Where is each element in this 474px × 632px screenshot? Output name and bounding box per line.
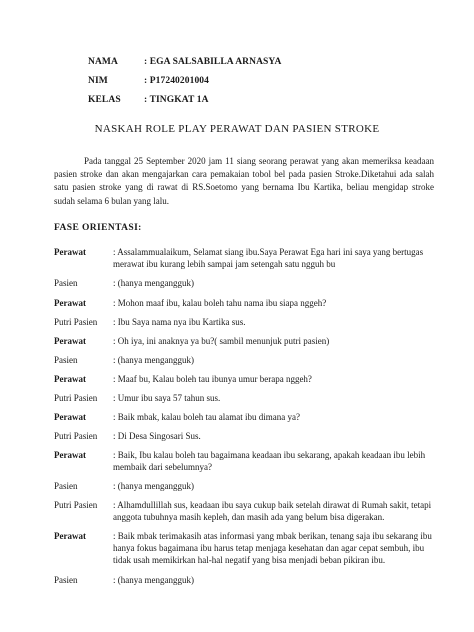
name-value: : EGA SALSABILLA ARNASYA: [144, 56, 282, 67]
dialogue-line: [54, 411, 436, 423]
speaker-label: Perawat: [54, 336, 86, 346]
dialogue-line: [54, 246, 436, 270]
speaker-label: Perawat: [54, 298, 86, 308]
identity-row-name: [88, 52, 281, 71]
dialogue-line: [54, 430, 436, 442]
dialogue-line: [54, 480, 436, 492]
dialogue-text: : Alhamdullillah sus, keadaan ibu saya cukup baik setelah dirawat di Rumah sakit, tetapi anggota tubuhnya masih kepleh, dan masih ada yang belum bisa digerakan.: [113, 500, 432, 522]
dialogue-text: : Baik, Ibu kalau boleh tau bagaimana keadaan ibu sekarang, apakah keadaan ibu lebih membaik dari sebelumnya?: [113, 450, 426, 472]
speaker-label: Perawat: [54, 247, 86, 257]
dialogue-text: : Oh iya, ini anaknya ya bu?( sambil menunjuk putri pasien): [113, 336, 330, 346]
dialogue-line: [54, 297, 436, 309]
identity-row-class: [88, 90, 281, 109]
dialogue-line: [54, 499, 436, 523]
dialogue-line: [54, 530, 436, 566]
class-value: : TINGKAT 1A: [144, 94, 209, 105]
dialogue-list: [54, 239, 436, 586]
dialogue-text: : Maaf bu, Kalau boleh tau ibunya umur berapa nggeh?: [113, 374, 312, 384]
speaker-label: Putri Pasien: [54, 500, 98, 510]
intro-text: Pada tanggal 25 September 2020 jam 11 siang seorang perawat yang akan memeriksa keadaan pasien stroke dan akan mengajarkan cara pemakaian tobol bel pada pasien Stroke.Diketahui ada salah satu pasien stroke yang di rawat di RS.Soetomo yang bernama Ibu Kartika, beliau mengidap stroke sudah selama 6 bulan yang lalu.: [54, 156, 434, 206]
dialogue-line: [54, 354, 436, 366]
dialogue-text: : Baik mbak terimakasih atas informasi yang mbak berikan, tenang saja ibu sekarang ibu hanya fokus bagaimana ibu harus tetap menjaga kesehatan dan agar cepat sembuh, ibu tidak usah memikirkan hal-hal negatif yang bisa menjadi beban pikiran ibu.: [113, 531, 432, 565]
dialogue-text: : Ibu Saya nama nya ibu Kartika sus.: [113, 317, 246, 327]
dialogue-text: : Di Desa Singosari Sus.: [113, 431, 201, 441]
dialogue-text: : (hanya mengangguk): [113, 355, 194, 365]
dialogue-text: : Mohon maaf ibu, kalau boleh tahu nama ibu siapa nggeh?: [113, 298, 327, 308]
identity-row-nim: [88, 71, 281, 90]
speaker-label: Perawat: [54, 450, 86, 460]
document-title: NASKAH ROLE PLAY PERAWAT DAN PASIEN STROKE: [94, 123, 380, 135]
identity-block: [88, 52, 281, 109]
speaker-label: Pasien: [54, 481, 78, 491]
dialogue-line: [54, 574, 436, 586]
intro-paragraph: [54, 155, 434, 208]
dialogue-line: [54, 392, 436, 404]
name-label: NAMA: [88, 56, 118, 67]
dialogue-line: [54, 335, 436, 347]
dialogue-text: : (hanya mengangguk): [113, 481, 194, 491]
class-label: KELAS: [88, 94, 121, 105]
dialogue-text: : Umur ibu saya 57 tahun sus.: [113, 393, 221, 403]
dialogue-text: : (hanya mengangguk): [113, 278, 194, 288]
speaker-label: Perawat: [54, 531, 86, 541]
nim-label: NIM: [88, 75, 108, 86]
dialogue-text: : (hanya mengangguk): [113, 575, 194, 585]
speaker-label: Putri Pasien: [54, 317, 98, 327]
speaker-label: Putri Pasien: [54, 431, 98, 441]
speaker-label: Putri Pasien: [54, 393, 98, 403]
nim-value: : P17240201004: [144, 75, 209, 86]
speaker-label: Pasien: [54, 355, 78, 365]
dialogue-line: [54, 316, 436, 328]
speaker-label: Perawat: [54, 412, 86, 422]
section-heading: FASE ORIENTASI:: [54, 223, 142, 233]
dialogue-text: : Assalammualaikum, Selamat siang ibu.Saya Perawat Ega hari ini saya yang bertugas merawat ibu kurang lebih sampai jam setengah satu ngguh bu: [113, 247, 424, 269]
speaker-label: Pasien: [54, 575, 78, 585]
dialogue-line: [54, 277, 436, 289]
speaker-label: Perawat: [54, 374, 86, 384]
dialogue-line: [54, 449, 436, 473]
speaker-label: Pasien: [54, 278, 78, 288]
dialogue-text: : Baik mbak, kalau boleh tau alamat ibu dimana ya?: [113, 412, 300, 422]
dialogue-line: [54, 373, 436, 385]
